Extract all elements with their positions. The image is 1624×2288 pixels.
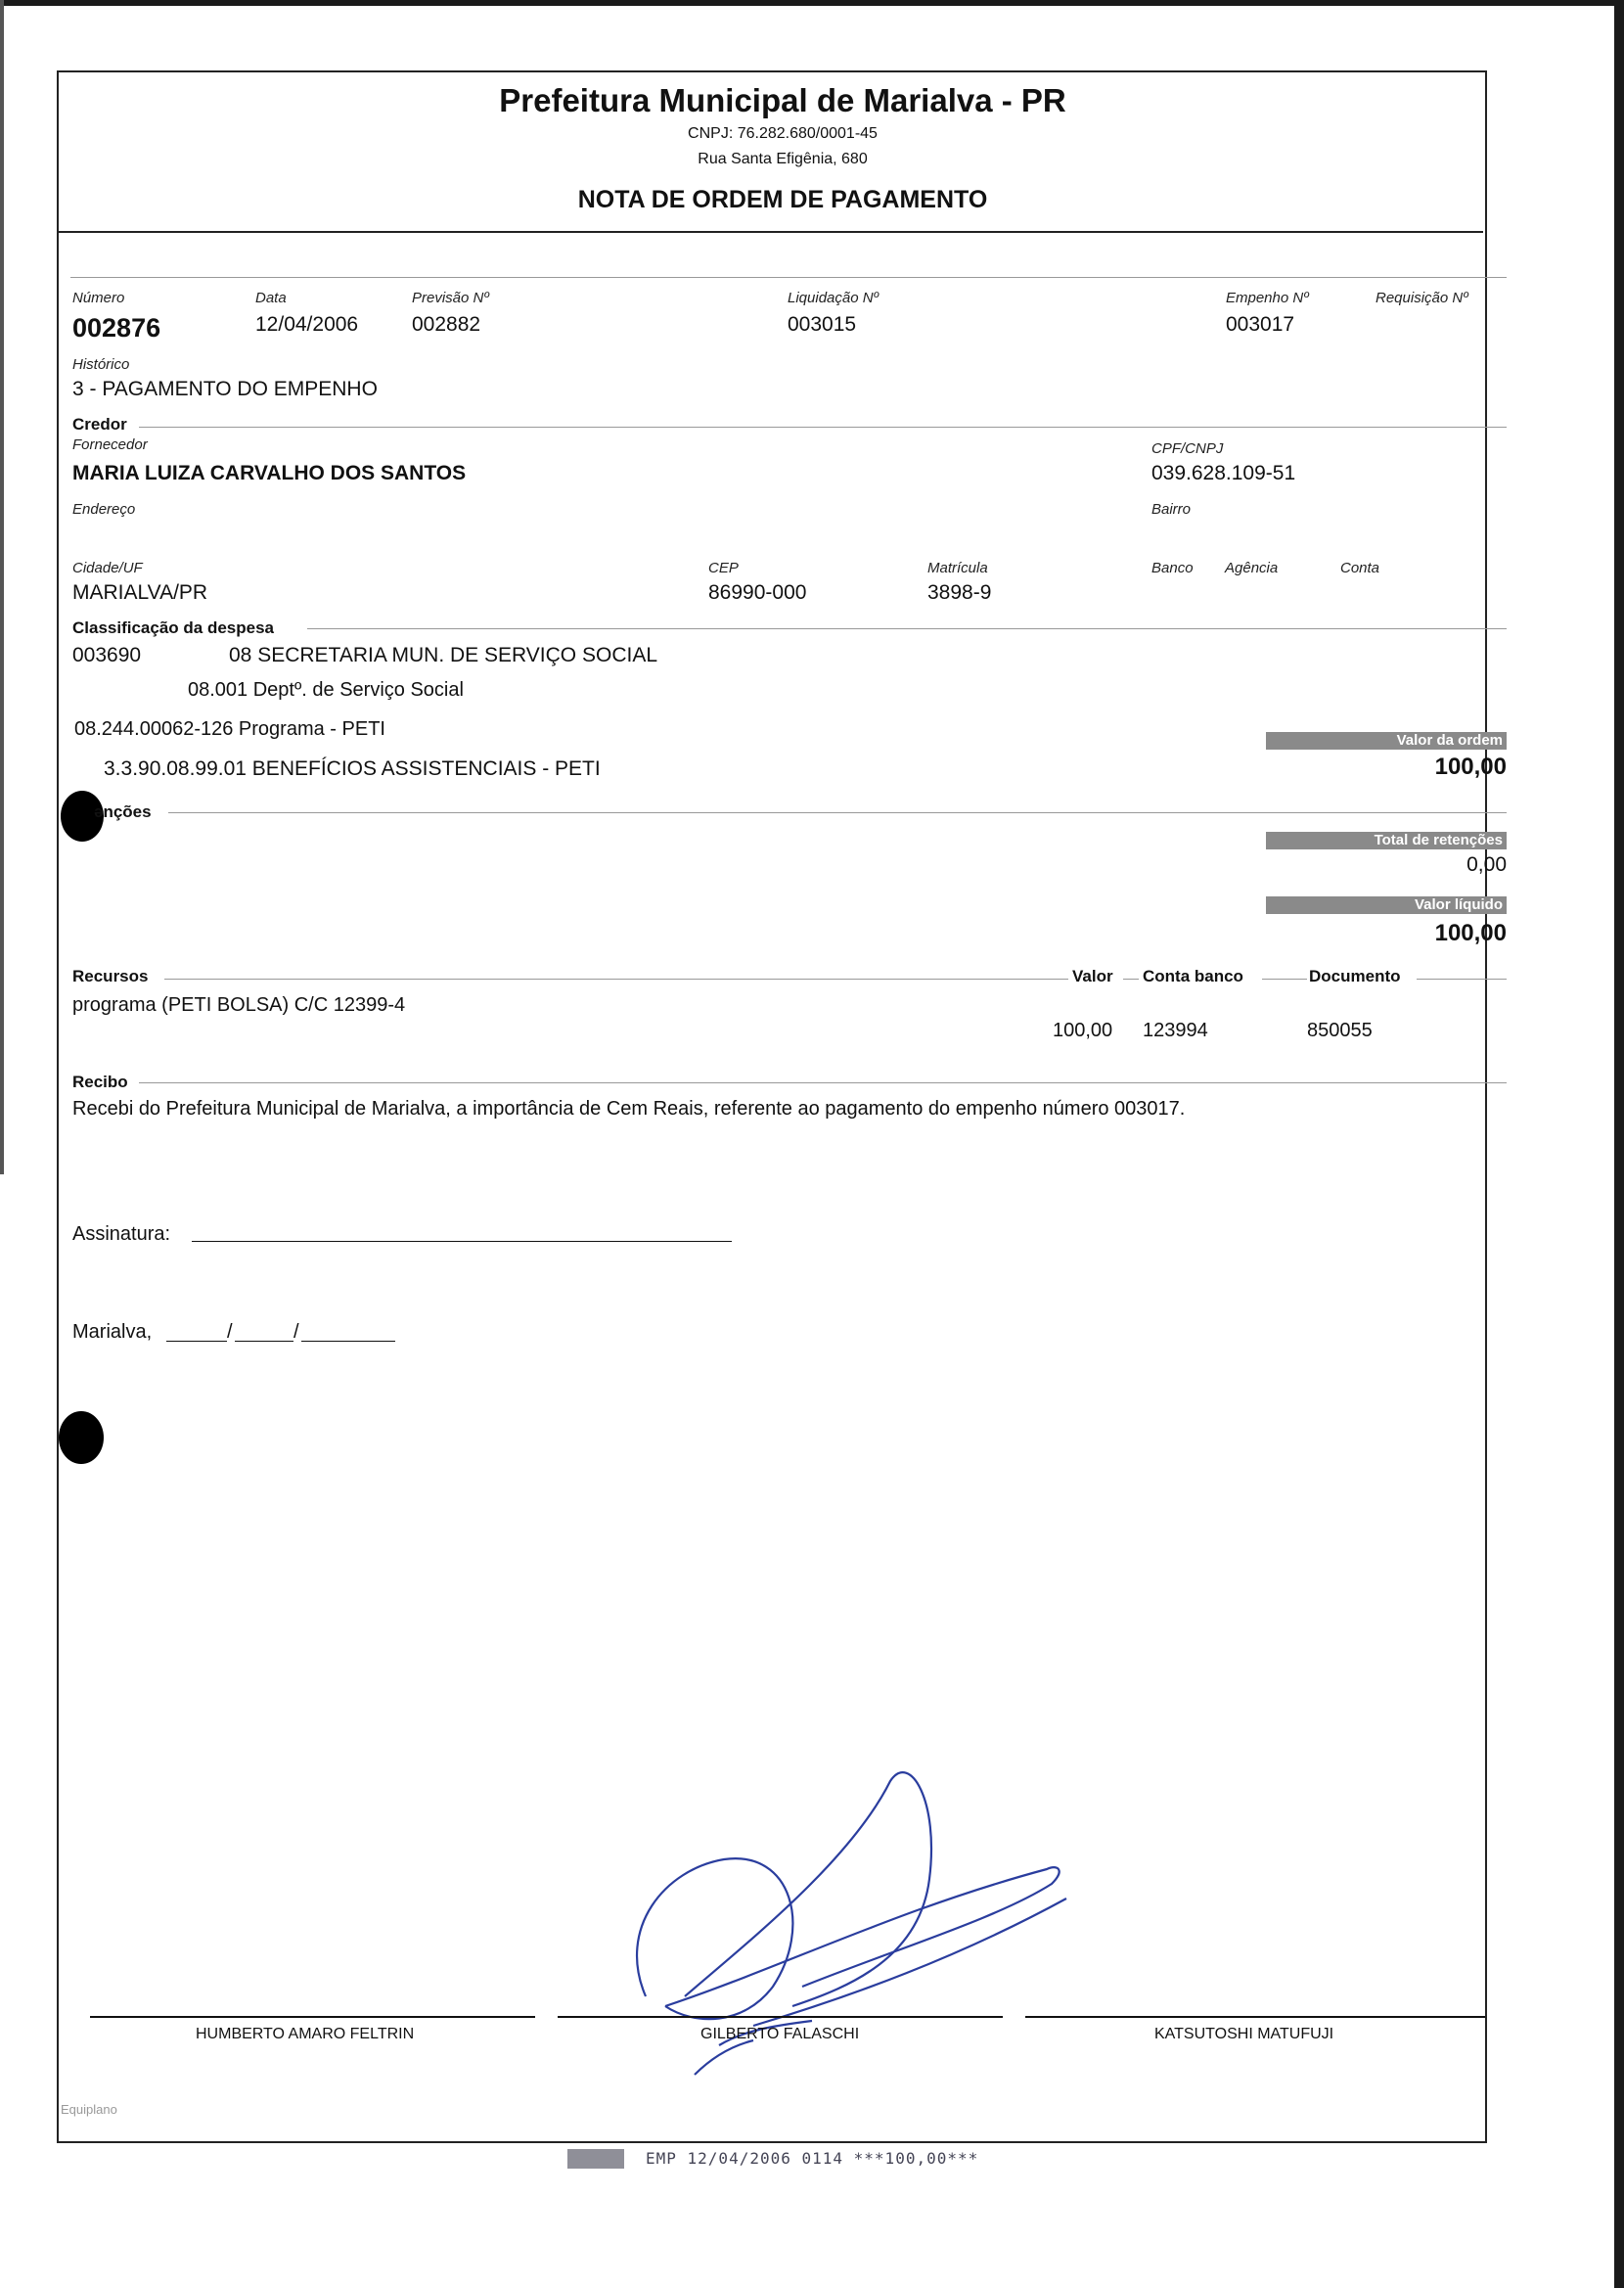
bank-stamp-logo — [567, 2149, 624, 2169]
date-line-year — [301, 1341, 395, 1342]
scan-edge-left — [0, 0, 4, 1174]
liquidacao-label: Liquidação Nº — [788, 290, 880, 306]
document-title: NOTA DE ORDEM DE PAGAMENTO — [577, 186, 988, 213]
retencoes-section-title: ənções — [94, 802, 152, 821]
total-retencoes-value: 0,00 — [1466, 853, 1507, 876]
date-line-day — [166, 1341, 227, 1342]
signature-line-center — [558, 2016, 1003, 2018]
cep-label: CEP — [708, 560, 739, 576]
hole-punch-bottom — [59, 1411, 104, 1464]
historico-value: 3 - PAGAMENTO DO EMPENHO — [72, 378, 378, 400]
retencoes-rule — [168, 812, 1507, 813]
previsao-value: 002882 — [412, 313, 481, 336]
cnpj-line: CNPJ: 76.282.680/0001-45 — [688, 125, 878, 142]
empenho-label: Empenho Nº — [1226, 290, 1309, 306]
recursos-valor: 100,00 — [1053, 1020, 1113, 1041]
cpf-label: CPF/CNPJ — [1151, 440, 1224, 457]
unidade-value: 08.001 Deptº. de Serviço Social — [188, 679, 464, 701]
recibo-rule — [139, 1082, 1507, 1083]
bairro-label: Bairro — [1151, 501, 1192, 518]
recursos-section-title: Recursos — [72, 967, 149, 985]
address-line: Rua Santa Efigênia, 680 — [698, 151, 868, 167]
total-retencoes-bar: Total de retenções — [1266, 832, 1507, 849]
credor-section-title: Credor — [72, 415, 127, 434]
classificacao-code: 003690 — [72, 644, 142, 666]
recursos-rule-left — [164, 979, 1068, 980]
signatory-left: HUMBERTO AMARO FELTRIN — [196, 2026, 415, 2042]
classificacao-rule — [307, 628, 1507, 629]
historico-label: Histórico — [72, 356, 130, 373]
date-slash-1: / — [227, 1321, 233, 1343]
valor-ordem-value: 100,00 — [1434, 754, 1507, 780]
recursos-rule-mid2 — [1262, 979, 1307, 980]
recursos-documento-label: Documento — [1309, 967, 1401, 985]
page-title: Prefeitura Municipal de Marialva - PR — [499, 82, 1066, 118]
fornecedor-label: Fornecedor — [72, 436, 148, 453]
recursos-conta-label: Conta banco — [1143, 967, 1243, 985]
classificacao-section-title: Classificação da despesa — [72, 618, 275, 637]
software-label: Equiplano — [61, 2102, 117, 2117]
previsao-label: Previsão Nº — [412, 290, 489, 306]
valor-liquido-bar: Valor líquido — [1266, 896, 1507, 914]
recursos-documento: 850055 — [1307, 1020, 1373, 1041]
handwritten-signature — [607, 1762, 1096, 2114]
assinatura-label: Assinatura: — [72, 1223, 171, 1245]
recursos-rule-mid1 — [1123, 979, 1139, 980]
cidade-label: Cidade/UF — [72, 560, 143, 576]
matricula-value: 3898-9 — [927, 581, 992, 604]
credor-rule — [139, 427, 1507, 428]
signature-line-right — [1025, 2016, 1485, 2018]
recibo-section-title: Recibo — [72, 1073, 128, 1091]
signatory-right: KATSUTOSHI MATUFUJI — [1154, 2026, 1334, 2042]
recursos-descricao: programa (PETI BOLSA) C/C 12399-4 — [72, 994, 406, 1016]
recursos-rule-right — [1417, 979, 1507, 980]
scan-edge-right — [1614, 0, 1624, 2288]
endereco-label: Endereço — [72, 501, 136, 518]
numero-value: 002876 — [72, 313, 161, 343]
valor-liquido-value: 100,00 — [1434, 920, 1507, 946]
recursos-valor-label: Valor — [1072, 967, 1113, 985]
bank-stamp-text: EMP 12/04/2006 0114 ***100,00*** — [646, 2149, 979, 2168]
cidade-value: MARIALVA/PR — [72, 581, 208, 604]
agencia-label: Agência — [1225, 560, 1279, 576]
recibo-text: Recebi do Prefeitura Municipal de Marialva, a importância de Cem Reais, referente ao pagamento do empenho número 003017. — [72, 1098, 1186, 1120]
cpf-value: 039.628.109-51 — [1151, 462, 1296, 484]
cep-value: 86990-000 — [708, 581, 807, 604]
programa-value: 08.244.00062-126 Programa - PETI — [74, 718, 385, 740]
liquidacao-value: 003015 — [788, 313, 857, 336]
matricula-label: Matrícula — [927, 560, 988, 576]
elemento-value: 3.3.90.08.99.01 BENEFÍCIOS ASSISTENCIAIS - PETI — [104, 757, 601, 780]
order-top-rule — [70, 277, 1507, 278]
scan-edge-top — [0, 0, 1624, 6]
local-label: Marialva, — [72, 1321, 153, 1343]
date-line-month — [235, 1341, 293, 1342]
banco-label: Banco — [1151, 560, 1194, 576]
conta-label: Conta — [1340, 560, 1380, 576]
data-value: 12/04/2006 — [255, 313, 359, 336]
empenho-value: 003017 — [1226, 313, 1295, 336]
signatory-center: GILBERTO FALASCHI — [700, 2026, 860, 2042]
assinatura-line — [192, 1241, 732, 1242]
fornecedor-value: MARIA LUIZA CARVALHO DOS SANTOS — [72, 462, 467, 484]
valor-ordem-bar: Valor da ordem — [1266, 732, 1507, 750]
data-label: Data — [255, 290, 287, 306]
numero-label: Número — [72, 290, 125, 306]
date-slash-2: / — [293, 1321, 299, 1343]
recursos-conta: 123994 — [1143, 1020, 1208, 1041]
header-divider — [59, 231, 1483, 233]
signature-line-left — [90, 2016, 535, 2018]
orgao-value: 08 SECRETARIA MUN. DE SERVIÇO SOCIAL — [229, 644, 658, 666]
requisicao-label: Requisição Nº — [1376, 290, 1468, 306]
